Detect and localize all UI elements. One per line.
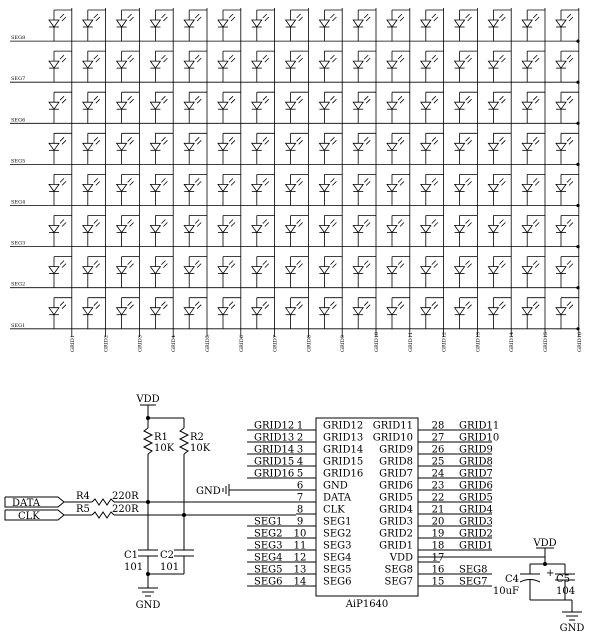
led <box>49 133 72 164</box>
led <box>488 92 511 123</box>
vdd-right-label: VDD <box>533 538 557 549</box>
left-net-label: SEG2 <box>254 528 283 540</box>
right-net-label: GRID6 <box>459 480 493 492</box>
led <box>421 10 444 41</box>
grid-label: GRID9 <box>340 335 347 352</box>
led <box>556 298 579 329</box>
grid-label: GRID12 <box>441 331 448 352</box>
segment-junction <box>576 286 579 289</box>
right-net-label: SEG8 <box>459 564 488 576</box>
left-pin-number: 10 <box>293 528 307 540</box>
segment-junction <box>576 163 579 166</box>
led <box>556 174 579 205</box>
ic-name: AiP1640 <box>345 599 389 610</box>
left-pin-number: 1 <box>296 420 304 432</box>
led <box>353 92 376 123</box>
led <box>319 257 342 288</box>
left-pin-name: CLK <box>323 504 345 516</box>
grid-label: GRID7 <box>272 335 279 352</box>
left-pin-name: SEG5 <box>323 564 352 576</box>
led <box>83 92 106 123</box>
led <box>150 174 173 205</box>
c5-value: 104 <box>556 586 576 597</box>
led <box>218 216 241 247</box>
led <box>117 10 140 41</box>
led <box>83 174 106 205</box>
led <box>319 216 342 247</box>
led <box>488 133 511 164</box>
led <box>150 92 173 123</box>
c4-value: 10uF <box>492 586 519 597</box>
led <box>455 133 478 164</box>
right-pin-name: GRID6 <box>379 480 413 492</box>
led <box>117 92 140 123</box>
r2-value: 10K <box>190 443 211 454</box>
right-net-label: GRID8 <box>459 456 493 468</box>
led <box>522 92 545 123</box>
led <box>556 216 579 247</box>
right-pin-number: 25 <box>431 456 445 468</box>
left-pin-name: GRID15 <box>323 456 364 468</box>
led <box>252 51 275 82</box>
right-pin-number: 24 <box>431 468 445 480</box>
led <box>488 298 511 329</box>
right-pin-name: VDD <box>389 552 413 564</box>
r2-name: R2 <box>190 432 204 443</box>
right-pin-number: 16 <box>431 564 445 576</box>
left-pin-number: 4 <box>296 456 304 468</box>
left-pin-number: 7 <box>296 492 304 504</box>
gnd-pin-label: GND <box>196 486 221 497</box>
c2-value: 101 <box>160 562 180 573</box>
led <box>252 10 275 41</box>
left-net-label: SEG3 <box>254 540 283 552</box>
led <box>353 216 376 247</box>
segment-label: SEG6 <box>11 117 26 124</box>
right-pin-name: SEG8 <box>384 564 413 576</box>
led <box>455 257 478 288</box>
segment-junction <box>576 40 579 43</box>
led <box>387 174 410 205</box>
led <box>353 51 376 82</box>
led-matrix-labels <box>11 35 583 352</box>
led <box>387 257 410 288</box>
right-pin-name: GRID2 <box>379 528 413 540</box>
led <box>218 133 241 164</box>
left-pin-number: 3 <box>296 444 304 456</box>
r1-name: R1 <box>154 432 168 443</box>
right-pin-number: 26 <box>431 444 445 456</box>
led <box>83 10 106 41</box>
right-net-label: GRID11 <box>459 420 500 432</box>
led <box>522 216 545 247</box>
led <box>117 298 140 329</box>
led <box>218 257 241 288</box>
c5-name: C5 <box>556 574 571 585</box>
segment-junction <box>576 204 579 207</box>
led <box>353 10 376 41</box>
led <box>150 10 173 41</box>
led <box>286 257 309 288</box>
led <box>353 257 376 288</box>
led <box>556 133 579 164</box>
right-pin-number: 22 <box>431 492 445 504</box>
led <box>421 133 444 164</box>
segment-label: SEG1 <box>11 322 26 329</box>
clk-input-label: CLK <box>18 511 40 522</box>
grid-label: GRID10 <box>374 331 380 352</box>
right-net-label: GRID5 <box>459 492 493 504</box>
right-pin-name: GRID10 <box>372 432 413 444</box>
grid-label: GRID6 <box>238 335 245 352</box>
led <box>556 92 579 123</box>
led <box>488 51 511 82</box>
left-pin-number: 2 <box>296 432 304 444</box>
right-pin-name: GRID1 <box>379 540 413 552</box>
led <box>252 174 275 205</box>
segment-junction <box>576 122 579 125</box>
left-net-label: SEG5 <box>254 564 283 576</box>
led <box>455 298 478 329</box>
led <box>387 298 410 329</box>
segment-label: SEG7 <box>11 76 26 83</box>
grid-label: GRID4 <box>171 335 178 352</box>
led <box>286 92 309 123</box>
left-net-label: GRID16 <box>254 468 295 480</box>
led <box>488 10 511 41</box>
right-pin-name: SEG7 <box>384 576 413 588</box>
segment-junction <box>576 81 579 84</box>
led <box>117 257 140 288</box>
right-pin-name: GRID7 <box>379 468 413 480</box>
right-net-label: GRID3 <box>459 516 493 528</box>
led <box>421 257 444 288</box>
led <box>49 51 72 82</box>
led <box>421 298 444 329</box>
led <box>455 216 478 247</box>
led <box>184 216 207 247</box>
right-net-label: GRID2 <box>459 528 493 540</box>
c4-plus: + <box>546 568 555 579</box>
left-pin-number: 12 <box>293 552 307 564</box>
c2-name: C2 <box>160 550 175 561</box>
led <box>218 10 241 41</box>
c1-name: C1 <box>124 550 139 561</box>
c1-value: 101 <box>124 562 144 573</box>
led <box>117 174 140 205</box>
led <box>49 174 72 205</box>
led <box>252 92 275 123</box>
led <box>488 216 511 247</box>
right-pin-name: GRID9 <box>379 444 413 456</box>
led <box>319 10 342 41</box>
led <box>184 174 207 205</box>
led <box>184 92 207 123</box>
led <box>252 257 275 288</box>
right-pin-number: 17 <box>431 552 445 564</box>
grid-label: GRID13 <box>475 331 482 352</box>
led <box>455 10 478 41</box>
right-pin-name: GRID4 <box>379 504 413 516</box>
led <box>522 10 545 41</box>
right-net-label: GRID1 <box>459 540 493 552</box>
led <box>286 10 309 41</box>
led <box>353 133 376 164</box>
r1-value: 10K <box>154 443 175 454</box>
left-net-label: GRID13 <box>254 432 295 444</box>
led <box>184 51 207 82</box>
led <box>286 174 309 205</box>
led <box>353 174 376 205</box>
left-net-label: SEG1 <box>254 516 283 528</box>
led <box>150 51 173 82</box>
led <box>49 216 72 247</box>
segment-junction <box>576 327 579 330</box>
led <box>556 257 579 288</box>
grid-label: GRID3 <box>137 335 144 352</box>
led-matrix <box>10 8 580 337</box>
right-pin-number: 28 <box>431 420 445 432</box>
left-pin-number: 9 <box>296 516 304 528</box>
led <box>252 133 275 164</box>
left-pin-name: GRID16 <box>323 468 364 480</box>
led <box>184 10 207 41</box>
led <box>421 51 444 82</box>
led <box>319 51 342 82</box>
left-net-label: GRID12 <box>254 420 295 432</box>
left-pin-name: GRID12 <box>323 420 364 432</box>
led <box>49 92 72 123</box>
led <box>117 51 140 82</box>
led <box>387 133 410 164</box>
right-pin-number: 21 <box>431 504 445 516</box>
led <box>150 216 173 247</box>
right-pin-number: 19 <box>431 528 445 540</box>
led <box>522 133 545 164</box>
led <box>252 216 275 247</box>
grid-label: GRID8 <box>306 335 313 352</box>
right-pin-number: 15 <box>431 576 445 588</box>
right-pin-name: GRID5 <box>379 492 413 504</box>
led <box>49 257 72 288</box>
led <box>421 216 444 247</box>
segment-label: SEG3 <box>11 240 26 247</box>
led <box>252 298 275 329</box>
led <box>387 10 410 41</box>
led <box>184 257 207 288</box>
segment-label: SEG5 <box>11 158 26 165</box>
led <box>455 174 478 205</box>
grid-label: GRID15 <box>543 331 549 352</box>
vdd-left-label: VDD <box>136 394 160 405</box>
segment-label: SEG2 <box>11 281 26 288</box>
led <box>488 257 511 288</box>
led <box>387 92 410 123</box>
left-pin-name: SEG4 <box>323 552 352 564</box>
led <box>421 174 444 205</box>
grid-label: GRID2 <box>103 335 110 352</box>
led <box>421 92 444 123</box>
led <box>184 133 207 164</box>
right-net-label: GRID10 <box>459 432 500 444</box>
led <box>522 174 545 205</box>
led <box>522 298 545 329</box>
led <box>387 216 410 247</box>
led <box>83 257 106 288</box>
gnd-right-label: GND <box>559 623 585 634</box>
left-net-label: SEG4 <box>254 552 283 564</box>
grid-label: GRID1 <box>69 335 76 352</box>
grid-label: GRID5 <box>205 335 211 352</box>
data-input-label: DATA <box>12 498 41 509</box>
led <box>455 51 478 82</box>
led <box>455 92 478 123</box>
left-net-label: GRID15 <box>254 456 295 468</box>
left-pin-number: 8 <box>296 504 304 516</box>
right-pin-number: 20 <box>431 516 445 528</box>
led <box>387 51 410 82</box>
r5-name: R5 <box>76 504 90 515</box>
led <box>556 10 579 41</box>
led <box>117 133 140 164</box>
led <box>286 298 309 329</box>
left-pin-name: SEG3 <box>323 540 352 552</box>
right-pin-number: 18 <box>431 540 445 552</box>
led <box>488 174 511 205</box>
led <box>319 174 342 205</box>
led <box>83 51 106 82</box>
led <box>150 133 173 164</box>
segment-label: SEG8 <box>11 35 26 42</box>
left-pin-number: 5 <box>296 468 304 480</box>
segment-label: SEG4 <box>11 199 26 206</box>
left-pin-name: SEG1 <box>323 516 352 528</box>
right-net-label: GRID9 <box>459 444 493 456</box>
led <box>353 298 376 329</box>
led <box>117 216 140 247</box>
led <box>184 298 207 329</box>
led <box>556 51 579 82</box>
left-net-label: SEG6 <box>254 576 283 588</box>
led <box>49 10 72 41</box>
c4-name: C4 <box>504 574 519 585</box>
right-pin-name: GRID8 <box>379 456 413 468</box>
r5-value: 220R <box>112 504 139 515</box>
left-pin-name: SEG2 <box>323 528 352 540</box>
r4-value: 220R <box>112 491 139 502</box>
grid-label: GRID16 <box>576 331 583 352</box>
led <box>319 298 342 329</box>
right-net-label: GRID7 <box>459 468 493 480</box>
led <box>150 257 173 288</box>
led <box>218 298 241 329</box>
right-net-label: GRID4 <box>459 504 493 516</box>
led <box>286 133 309 164</box>
left-pin-name: GND <box>323 480 348 492</box>
led <box>286 216 309 247</box>
segment-junction <box>576 245 579 248</box>
led <box>150 298 173 329</box>
led <box>319 92 342 123</box>
left-pin-number: 13 <box>293 564 307 576</box>
right-pin-name: GRID3 <box>379 516 413 528</box>
left-pin-number: 6 <box>296 480 304 492</box>
right-net-label: SEG7 <box>459 576 488 588</box>
left-pin-number: 11 <box>293 540 307 552</box>
right-pin-number: 27 <box>431 432 445 444</box>
left-net-label: GRID14 <box>254 444 295 456</box>
led <box>83 133 106 164</box>
led <box>522 257 545 288</box>
led <box>522 51 545 82</box>
led <box>286 51 309 82</box>
right-pin-name: GRID11 <box>372 420 413 432</box>
led <box>49 298 72 329</box>
left-pin-name: DATA <box>323 492 352 504</box>
led <box>218 92 241 123</box>
grid-label: GRID14 <box>509 331 516 352</box>
left-pin-name: SEG6 <box>323 576 352 588</box>
grid-label: GRID11 <box>407 331 414 352</box>
gnd-left-label: GND <box>135 600 161 611</box>
right-pin-number: 23 <box>431 480 445 492</box>
led <box>83 298 106 329</box>
left-pin-name: GRID14 <box>323 444 364 456</box>
led <box>218 174 241 205</box>
led <box>83 216 106 247</box>
r4-name: R4 <box>76 491 90 502</box>
led <box>218 51 241 82</box>
led <box>319 133 342 164</box>
left-pin-name: GRID13 <box>323 432 364 444</box>
left-pin-number: 14 <box>293 576 307 588</box>
